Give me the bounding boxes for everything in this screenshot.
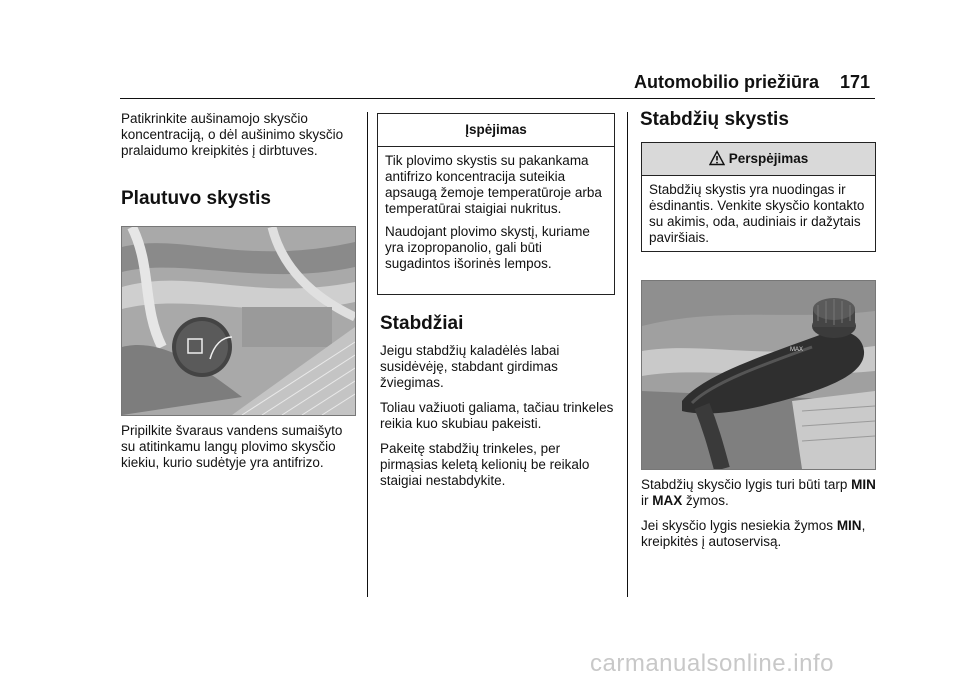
washer-reservoir-illustration bbox=[122, 227, 355, 415]
caution-box bbox=[641, 142, 876, 252]
brake-fluid-reservoir-illustration bbox=[642, 281, 875, 469]
caution-text: Stabdžių skystis yra nuodingas ir ėsdinantis. Venkite skysčio kontakto su akimis, oda, audiniais ir dažytais paviršiais. bbox=[649, 182, 865, 245]
coolant-intro-text: Patikrinkite aušinamojo skysčio koncentraciją, o dėl aušinimo skysčio pralaidumo kreipkitės į dirbtuves. bbox=[121, 111, 344, 158]
column-divider-right bbox=[627, 112, 628, 597]
column-divider-left bbox=[367, 112, 368, 597]
warning-box bbox=[377, 113, 615, 295]
max-mark-label: MAX bbox=[790, 347, 804, 353]
caution-header bbox=[642, 143, 875, 176]
brakes-heading: Stabdžiai bbox=[380, 313, 464, 334]
washer-reservoir-photo bbox=[121, 226, 356, 416]
text-run: ir bbox=[641, 493, 653, 508]
brakes-paragraph-1: Jeigu stabdžių kaladėlės labai susidėvėję, stabdant girdimas žviegimas. bbox=[380, 343, 560, 390]
brakes-section bbox=[380, 313, 618, 498]
washer-fluid-section bbox=[121, 188, 357, 210]
brake-fluid-service-text bbox=[641, 518, 877, 550]
warning-paragraph-1: Tik plovimo skystis su pakankama antifrizo koncentracija suteikia apsaugą žemoje temperatūroje arba temperatūrai staigiai nukritus. bbox=[385, 153, 602, 216]
warning-body bbox=[378, 147, 614, 285]
min-label: MIN bbox=[836, 518, 862, 533]
max-label: MAX bbox=[652, 493, 683, 508]
text-run: , kreipkitės į autoservisą. bbox=[641, 518, 866, 549]
brake-fluid-heading-block bbox=[640, 109, 876, 131]
min-label: MIN bbox=[851, 477, 876, 492]
warning-triangle-icon bbox=[709, 150, 725, 166]
left-column bbox=[121, 111, 357, 168]
brake-fluid-reservoir-photo bbox=[641, 280, 876, 470]
text-run: Stabdžių skysčio lygis turi būti tarp bbox=[641, 477, 852, 492]
text-run: Jei skysčio lygis nesiekia žymos bbox=[641, 518, 837, 533]
washer-fluid-text: Pripilkite švaraus vandens sumaišyto su atitinkamu langų plovimo skysčio kiekiu, kurio sudėtyje yra antifrizo. bbox=[121, 423, 343, 470]
caution-title: Perspėjimas bbox=[728, 151, 809, 166]
caution-body bbox=[642, 176, 875, 259]
brakes-paragraph-3: Pakeitę stabdžių trinkeles, per pirmąsias keletą kelionių be reikalo staigiai nestabdykite. bbox=[380, 441, 590, 488]
warning-title: Įspėjimas bbox=[378, 114, 614, 147]
warning-paragraph-2: Naudojant plovimo skystį, kuriame yra izopropanolio, gali būti sugadintos išorinės lempos. bbox=[385, 224, 590, 271]
section-title: Automobilio priežiūra bbox=[634, 72, 820, 92]
washer-fluid-caption bbox=[121, 423, 357, 480]
page-number: 171 bbox=[840, 72, 871, 92]
brakes-paragraph-2: Toliau važiuoti galiama, tačiau trinkeles reikia kuo skubiau pakeisti. bbox=[380, 400, 614, 431]
watermark: carmanualsonline.info bbox=[590, 650, 834, 677]
text-run: žymos. bbox=[682, 493, 729, 508]
brake-fluid-text-block bbox=[641, 477, 877, 559]
header-rule bbox=[120, 98, 875, 99]
brake-fluid-level-text bbox=[641, 477, 877, 509]
brake-fluid-heading: Stabdžių skystis bbox=[640, 109, 789, 130]
washer-fluid-heading: Plautuvo skystis bbox=[121, 188, 271, 209]
